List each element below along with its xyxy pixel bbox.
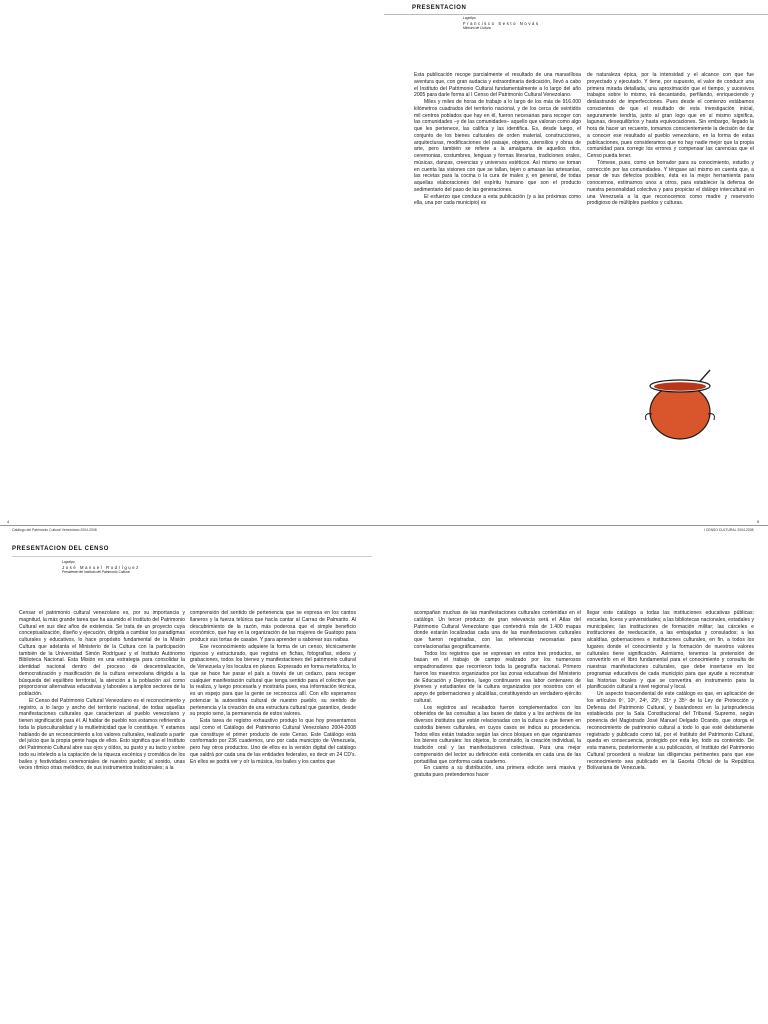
- page-number-right: 5: [757, 520, 759, 524]
- signature-name: José Manuel Rodríguez: [62, 565, 140, 571]
- signature-role: Logotipo: [463, 16, 476, 20]
- paragraph: Los registros así recabados fueron complementados con los obtenidos de las consultas a las bases de datos y a los archivos de los diversos institutos que están relacionadas con la cultura o que tienen en custodia bienes culturales, en cuyos casos se indica su procedencia. Todos ellos están tratados según las cinco bloques en que organizamos los bienes culturales: los objetos, lo construido, la creación individual, la tradición oral y las manifestaciones colectivas. Para una mejor comprensión del lector su definición está contenida en cada una de las portadillas que conforma cada cuaderno.: [414, 704, 581, 765]
- signature-name: Francisco Sesto Novás: [463, 21, 540, 27]
- text-column-4: [587, 610, 754, 772]
- header-rule: [384, 14, 768, 15]
- bottom-spread: [0, 532, 768, 1024]
- paragraph: Censar el patrimonio cultural venezolano es, por su importancia y magnitud, la más grande tarea que ha asumido el Instituto del Patrimonio Cultural en sus diez años de existencia. Se trata de un proyecto cuya conceptualización, diseño y ejecución, dirigida a cambiar los paradigmas culturales y educativos, lo hace propósito fundamental de la Misión Cultura que adelanta el Ministerio de la Cultura con la participación también de la Universidad Simón Rodríguez y el Instituto Autónomo Biblioteca Nacional. Esta Misión es una estrategia para consolidar la identidad nacional dentro del proceso de descentralización, democratización y masificación de la cultura venezolana dirigida a la búsqueda del equilibrio territorial, la atención a la población así como proporcionar alternativas educativas y laborales a amplios sectores de la población.: [19, 610, 185, 697]
- text-column-3: [414, 610, 581, 779]
- paragraph: Esta tarea de registro exhaustivo produjo lo que hoy presentamos aquí como el Catálogo del Patrimonio Cultural Venezolano 2004-2008 que constituye el primer producto de este Censo. Este Catálogo está conformado por 236 cuadernos, uno por cada municipio de Venezuela, pero hay otros productos. Uno de ellos es la versión digital del catálogo que saldrá por cada una de las entidades federales, es decir en 24 CD's. En ellos se podrá ver y oír la música, los bailes y los cantos que: [190, 718, 356, 765]
- paragraph: Ese reconocimiento adquiere la forma de un censo, técnicamente riguroso y estructurado, que registra en fichas, fotografías, videos y grabaciones, todos los bienes y manifestaciones del patrimonio cultural de Venezuela y los localiza en planos. Expresado en forma metafórica, lo que se hace fue pasar el país a través de un cedazo, para recoger cualquier manifestación cultural que tenga sentido para el colectivo que la realiza, y luego procesarla y mostrarla pues, esa información técnica, es un espejo para que la gente se reconozca allí. Con ello esperamos potenciar la autoestima cultural de nuestro pueblo, su sentido de pertenencia y la creación de una estructura cultural que garantice, desde su propio seno, la permanencia de estos valores.: [190, 643, 356, 718]
- footer-right: I CENSO CULTURAL 2004-2008: [704, 528, 754, 532]
- paragraph: Todos los registros que se expresan en estos tres productos, se basan en el trabajo de campo realizado por los numerosos empadronadores que recorrieron toda la geografía nacional. Primero fueron los maestros organizados por las zonas educativas del Ministerio de Educación y Deportes, luego continuaron esa labor centenares de jóvenes y estudiantes de la cultura organizados por nosotros con el apoyo de gobernaciones y alcaldías, constituyendo un verdadero ejército cultural.: [414, 650, 581, 704]
- text-column-right: [587, 72, 754, 207]
- paragraph: Tómese, pues, como un borrador para su conocimiento, estudio y corrección por las comunidades. Y téngase así mismo en cuenta que, a pesar de sus defectos posibles, ésta es la mejor herramienta para conocernos, estimarnos unos a otros, para establecer la defensa de nuestra personalidad colectiva y para propiciar el diálogo intercultural en una Venezuela a la que reconocemos como madre y reservorio prodigioso de múltiples pueblos y culturas.: [587, 159, 754, 207]
- paragraph: acompañan muchas de las manifestaciones culturales contenidas en el catálogo. Un tercer producto de gran relevancia será el Atlas del Patrimonio Cultural Venezolano que contendrá más de 1.400 mapas donde estarán localizadas cada una de las manifestaciones culturales que fueron registradas, con las referencias necesarias para correlacionarlas geográficamente.: [414, 610, 581, 650]
- paragraph: El esfuerzo que conduce a esta publicación (y a las próximas como ella, una por cada municipio) es: [414, 193, 581, 207]
- clay-pot-illustration: [642, 368, 722, 448]
- page-header-title: PRESENTACION: [412, 5, 467, 11]
- paragraph: Un aspecto trascendental de este catálogo es que, en aplicación de los artículos 6º, 10º, 24º, 29º, 31º y 35º de la Ley de Protección y Defensa del Patrimonio Cultural, y basándonos en la jurisprudencia establecida por la Sala Constitucional del Tribunal Supremo, según ponencia del Magistrado José Manuel Delgado Ocando, que otorga el reconocimiento de patrimonio cultural a todo lo que esté debidamente registrado y publicado como tal, por el Instituto del Patrimonio Cultural, queda en consecuencia, protegido por esta ley, todo su contenido. De esta manera, posteriormente a su publicación, el Instituto del Patrimonio Cultural procederá a realizar las diligencias pertinentes para que ese reconocimiento sea publicado en la Gaceta Oficial de la República Bolivariana de Venezuela.: [587, 691, 754, 772]
- text-column-left: [414, 72, 581, 207]
- pot-body: [650, 385, 710, 439]
- paragraph: El Censo del Patrimonio Cultural Venezolano es el reconocimiento y registro, a lo largo y ancho del territorio nacional, de todas aquellas manifestaciones culturales que caracterizan al pueblo venezolano y tienen significación para él. Al hablar de pueblo nos estamos refiriendo a toda la pluriculturalidad y la multietnicidad que lo constituye. Y estamos hablando de un reconocimiento a los valores culturales, realizado a partir del juicio que la propia gente haga de ellos. Esto significa que el Instituto del Patrimonio Cultural abre sus ojos y oídos, su gusto y su tacto y sobre todo su intelecto a la captación de la riqueza escénica y cromática de los bailes y festividades ceremoniales de nuestro pueblo; al sonido, unas veces rítmico otras melódico, de sus instrumentos tradicionales; a la: [19, 697, 185, 772]
- paragraph: Miles y miles de horas de trabajo a lo largo de los más de 916.000 kilómetros cuadrados del territorio nacional, y de los cerca de veintidós mil centros poblados que hay en él, fueron necesarias para recoger con las comunidades –y de las comunidades– aquello que valoran como algo que les pertenece, las califica y las identifica. Es, desde luego, el conjunto de los bienes culturales de orden material, construcciones, arquitecturas, modificaciones del paisaje, objetos, utensilios y obras de arte, pero también se refiere a la amalgama de aquellos ritos, ceremonias, costumbres, lenguas y formas literarias, tradiciones orales, músicas, danzas, creencias y universos estéticos. Así mismo se toman en cuenta las visiones con que se tallan, tejen o amasan las artesanías, las recetas para la cocina o la cura de males y, en general, de todas aquellas elaboraciones del espíritu humano que son el producto sedimentario del paso de las generaciones.: [414, 99, 581, 193]
- footer-rule: [0, 525, 768, 526]
- footer-left: Catálogo del Patrimonio Cultural Venezolano 2004-2008: [12, 528, 97, 532]
- pot-contents: [654, 382, 706, 390]
- paragraph: llegar este catálogo a todas las instituciones educativas públicas: escuelas, liceos y universidades; a las bibliotecas nacionales, estadales y municipales; las instituciones de formación militar; las cárceles e instituciones de reeducación, a las embajadas y consulados; a las alcaldías, gobernaciones e instituciones culturales, en fin, a todos los lugares donde el conocimiento y la formación de nuestros valores culturales tiene significación. Asimismo, tenemos la pretensión de convertirlo en el libro fundamental para el conocimiento y consulta de nuestras manifestaciones culturales, que debe insertarse en los programas educativos de cada municipio para que ayude a reconstruir las historias locales y que se convertira en instrumento para la planificación cultural a nivel regional y local.: [587, 610, 754, 691]
- text-column-1: [19, 610, 185, 772]
- paragraph: En cuanto a su distribución, una primera edición será masiva y gratuita pues pretendemos hacer: [414, 765, 581, 778]
- page-number-left: 4: [7, 520, 9, 524]
- signature-position: Ministro de Cultura: [463, 26, 491, 31]
- paragraph: de naturaleza épica, por la intensidad y el alcance con que fue proyectado y ejecutado. Y tiene, por supuesto, el valor de conducir una primera mirada detallada, una aproximación que el tiempo, y sucesivos trabajos sobre lo mismo, irá decantando, perfilando, enriqueciendo y deslastrando de imperfecciones. Pues desde el comienzo estábamos conscientes de que el resultado de esta investigación inicial, seguramente tendría, junto al gran logo que en sí mismo significa, lagunas, desequilibrios y hasta equivocaciones. Sin embargo, llegado la hora de hacer un recuento, tomamos conscientemente la decisión de dar a conocer ese resultado al pueblo venezolano, en la forma de estas publicaciones, pues consideramos que no hay nadie mejor que la propia comunidad para corregir los errores y compensar las carencias que el Censo pueda tener.: [587, 72, 754, 159]
- signature-role: Logotipo: [62, 560, 75, 564]
- page-header-title: PRESENTACION DEL CENSO: [12, 546, 109, 552]
- text-column-2: [190, 610, 356, 765]
- signature-block: [62, 560, 140, 576]
- signature-position: Presidente del Instituto del Patrimonio Cultural: [62, 570, 130, 575]
- signature-block: [463, 16, 540, 32]
- header-rule: [12, 556, 372, 557]
- paragraph: Esta publicación recoge parcialmente el resultado de una maravillosa aventura que, con gran audacia y extraordinaria dedicación, llevó a cabo el Instituto del Patrimonio Cultural fundamentalmente a lo largo del año 2005 para darle forma al I Censo del Patrimonio Cultural Venezolano.: [414, 72, 581, 99]
- paragraph: comprensión del sentido de pertenencia que se expresa en los cantos llaneros y la fuerza telúrica que hacía cantar al Carrao de Palmarito. Al descubrimiento de la razón, más poderosa que el simple beneficio económico, que hay en la organización de las mujeres de Guatopo para producir sus tortas de casabe. Y para aprender a saborear sus naibas.: [190, 610, 356, 643]
